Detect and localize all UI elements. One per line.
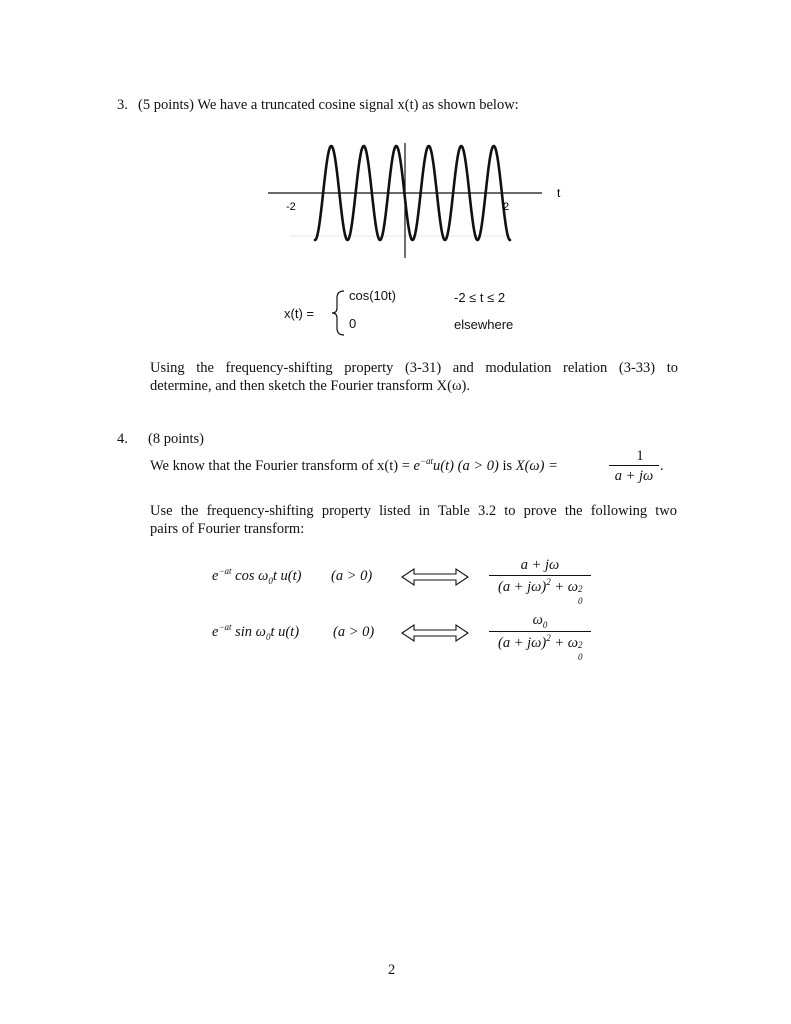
known-fourier-line [150, 457, 558, 475]
pair1-e: e [212, 568, 219, 584]
known-prefix: We know that the Fourier transform of [150, 458, 374, 474]
pair2-func-sub: 0 [265, 631, 271, 642]
tick-label-left: -2 [286, 201, 296, 213]
case1-condition: -2 ≤ t ≤ 2 [454, 290, 506, 305]
pair1-signal [212, 567, 301, 585]
problem4-use-line2: pairs of Fourier transform: [150, 521, 305, 537]
problem4-use-line1: Use the frequency-shifting property listed in Table 3.2 to prove the following two [150, 503, 677, 519]
known-denominator: a + jω [614, 468, 654, 484]
known-is: is [502, 458, 513, 474]
pair1-fraction-bar [489, 575, 591, 576]
case1-expression: cos(10t) [349, 288, 396, 303]
problem3-number: 3. [117, 97, 128, 113]
pair1-denominator: $(a + j\omega)^2 + \omega$ 2 0 [498, 577, 583, 606]
pair1-func-sub: 0 [268, 575, 273, 586]
pair1-func: cos ω [235, 568, 269, 584]
pair2-exponent: −at [218, 622, 232, 633]
pair2-den-square: 2 [546, 633, 551, 644]
pair2-den-plus-omega: + ω [550, 635, 578, 651]
pair1-rest: t u(t) [272, 568, 302, 584]
pair1-exponent: −at [218, 566, 232, 577]
pair2-e: e [212, 624, 219, 640]
pair2-num-sub: 0 [542, 619, 548, 630]
problem4-number: 4. [117, 431, 128, 447]
pair2-numerator [490, 611, 590, 629]
problem3-task-line1: Using the frequency-shifting property (3-31) and modulation relation (3-33) to [150, 360, 678, 376]
tick-label-right: 2 [503, 201, 510, 213]
pair2-rest: t u(t) [270, 624, 300, 640]
known-X-omega: X(ω) = [515, 458, 558, 474]
pair2-fraction-bar [489, 631, 591, 632]
known-signal-exponent: −at [419, 456, 434, 467]
pair1-double-arrow-icon [400, 566, 470, 588]
case2-condition: elsewhere [454, 317, 514, 332]
definition-lhs: x(t) = [284, 306, 314, 321]
pair1-den-main: (a + jω) [498, 579, 547, 595]
pair1-condition: (a > 0) [331, 568, 373, 584]
pair1-den-plus-omega: + ω [550, 579, 578, 595]
page-number: 2 [388, 962, 396, 978]
pair1-den-square: 2 [546, 577, 551, 588]
t-axis-label: t [557, 186, 561, 200]
pair2-signal [212, 623, 299, 641]
problem3-header: (5 points) We have a truncated cosine signal x(t) as shown below: [138, 97, 519, 113]
known-numerator: 1 [636, 448, 644, 464]
pair2-den-main: (a + jω) [498, 635, 547, 651]
pair2-num-omega: ω [532, 612, 543, 628]
pair2-func: sin ω [235, 624, 266, 640]
problem4-points: (8 points) [148, 431, 204, 447]
known-signal-u: u(t) [433, 458, 454, 474]
case2-expression: 0 [349, 316, 357, 331]
cosine-plot [260, 135, 560, 260]
problem3-task-line2: determine, and then sketch the Fourier transform X(ω). [150, 378, 470, 394]
pair2-condition: (a > 0) [333, 624, 375, 640]
pair2-double-arrow-icon [400, 622, 470, 644]
known-x: x(t) = [377, 458, 410, 474]
pair2-denominator: $(a + j\omega)^2 + \omega$ 2 0 [498, 633, 583, 662]
pair1-numerator: a + jω [520, 557, 560, 573]
known-signal-e: e [413, 458, 420, 474]
known-fraction-bar [609, 465, 659, 466]
piecewise-brace [329, 288, 349, 338]
known-period: . [660, 458, 664, 474]
known-condition: (a > 0) [457, 458, 499, 474]
